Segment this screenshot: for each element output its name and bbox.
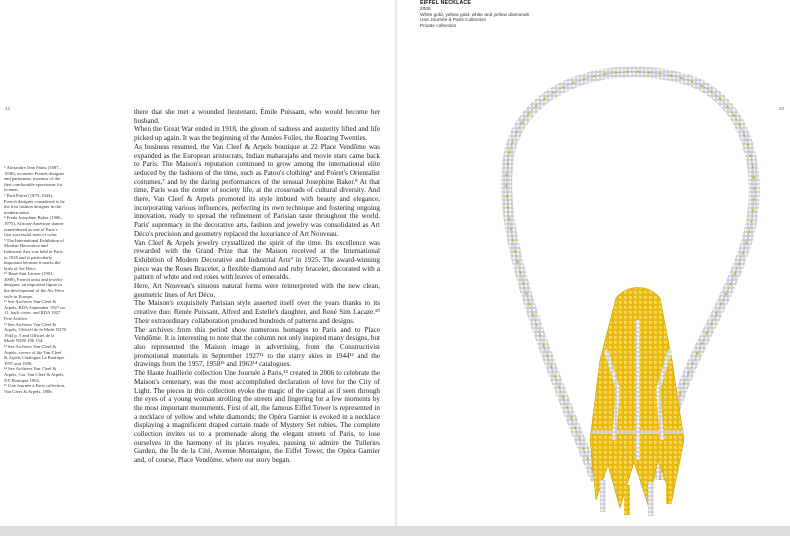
body-paragraph: The Haute Joaillerie collection Une Journée à Paris,¹⁵ created in 2006 to celebrate the Maison's centenary, was the most accomplished declaration of love for the City of Light. The pieces in this collection evoke the magic of the capital as if seen through the eyes of a young woman strolling the streets and lingering for a few moments by the most important monuments. First of all, the famous Eiffel Tower is represented in a necklace of yellow and white diamonds; the Opéra Garnier is evoked in a necklace displaying a magnificent draped curtain made of Mystery Set rubies. The complete collection invites us to a promenade along the elegant streets of Paris, to lose ourselves in the harmony of its places royales, pausing to admire the Tuileries Garden, the Île de la Cité, Avenue Montaigne, the Eiffel Tower, the Opéra Garnier and, of course, Place Vendôme, where our story began. (134, 369, 380, 465)
footnote: ⁷ Paul Poiret (1879–1944), French designer considered to be the first fashion designer in the modern sense. (4, 192, 65, 215)
body-paragraph: Here, Art Nouveau's sinuous natural forms were reinterpreted with the new clean, geometric lines of Art Déco. (134, 282, 380, 299)
left-page-number: 42 (5, 106, 11, 111)
necklace-tassels (600, 478, 672, 516)
footnote: ⁸ Freda Josephine Baker (1906–1975), African-American dancer remembered as one of Paris's first successful stars of color. (4, 215, 64, 238)
caption-ownership: Private collection (420, 24, 457, 30)
caption-year: 2006 (420, 6, 431, 12)
body-paragraph: there that she met a wounded lieutenant, Émile Puissant, who would become her husband. (134, 108, 380, 125)
necklace-tower-drape (590, 288, 684, 509)
page-edge-shadow (0, 526, 790, 536)
body-paragraph: Van Cleef & Arpels jewelry crystallized the spirit of the time. Its excellence was rewarded with the Grand Prize that the Maison received at the International Exhibition of Modern Decorative and Industrial Arts⁹ in 1925. The award-winning piece was the Roses Bracelet, a flexible diamond and ruby bracelet, decorated with a pattern of white and red roses with leaves of emeralds. (134, 238, 380, 282)
body-paragraph: When the Great War ended in 1918, the gloom of sadness and austerity lifted and life picked up again. It was the beginning of the Années Folles, the Roaring Twenties. (134, 125, 380, 143)
book-gutter (394, 0, 398, 526)
body-paragraph: As business resumed, the Van Cleef & Arpels boutique at 22 Place Vendôme was expanded as the European aristocrats, Indian maharajahs and movie stars came back to Paris. The Maison's reputation continued to grow among the international elite seduced by the fashions of the time, such as Patou's clothing⁶ and Poiret's Orientalist costumes,⁷ and by the daring performances of the sensual Josephine Baker.⁸ At that time, Paris was the center of society life, at the crossroads of cultural diversity. And there, Van Cleef & Arpels promoted its style imbued with beauty and elegance, incorporating various influences, perfecting its own technique and fostering ongoing innovation, ready to spread the refinement of Parisian taste throughout the world. Paris' supremacy in the decorative arts, fashion and jewelry was consolidated as Art Déco's precision and geometry replaced the luxuriance of Art Nouveau. (134, 142, 380, 238)
footnote: ¹¹ See Archives Van Cleef & Arpels, RDA September 1927 no. 11, back cover, and RDA 1927 Fete Artifice. (4, 299, 67, 322)
right-page-number: 43 (779, 106, 785, 111)
caption-title: EIFFEL NECKLACE (420, 0, 472, 6)
footnote: ⁹ The International Exhibition of Modern Decorative and Industrial Arts was held in Paris in 1925 and is particularly important because it marks the birth of Art Déco. (4, 237, 64, 271)
caption-material: White gold, yellow gold, white and yellow diamonds (420, 12, 530, 18)
image-caption (420, 1, 532, 30)
footnote: ¹³ See Archives Van Cleef & Arpels, covers of the Van Cleef & Arpels Catalogue La Boutique 1957 and 1958. (4, 344, 65, 366)
footnote: ¹⁴ See Archives Van Cleef & Arpels, Cat. Van Cleef & Arpels, NY Boutique 1963. (4, 366, 65, 383)
main-body-text (134, 108, 380, 465)
caption-collection: Une Journée à Paris Collection (420, 18, 487, 24)
footnote: ¹⁵ Une Journée à Paris collection, Van Cleef & Arpels, 2006. (4, 383, 66, 394)
eiffel-necklace-photo (488, 60, 768, 520)
footnote: ⁶ Alexandre Jean Patou (1887–1936), eccentric French designer and parfumeur, inventor of the first comfortable sportswear for women. (4, 165, 65, 193)
footnote: ¹⁰ René Sim Lacaze (1901–2000), French artist and jewelry designer, an important figure in the development of the Art Déco style in Europe. (4, 271, 65, 299)
footnote: ¹² See Archives Van Cleef & Arpels, Officiel de la Mode N270 1944 p. 5 and Officiel de la Mode N390 196 154. (4, 321, 66, 344)
body-paragraph: The archives from this period show numerous homages to Paris and to Place Vendôme. It is interesting to note that the column not only inspired many designs, but also represented the Maison image in advertising, from the Constructivist promotional materials in September 1927¹¹ to the starry skies in 1944¹² and the drawings from the 1957, 1958¹³ and 1963¹⁴ catalogues. (134, 325, 380, 369)
footnotes-column (4, 165, 66, 394)
body-paragraph: The Maison's exquisitely Parisian style asserted itself over the years thanks to its creative duo: Renée Puissant, Alfred and Estelle's daughter, and René Sim Lacaze.¹⁰ Their extraordinary collaboration produced hundreds of patterns and designs. (134, 299, 380, 325)
